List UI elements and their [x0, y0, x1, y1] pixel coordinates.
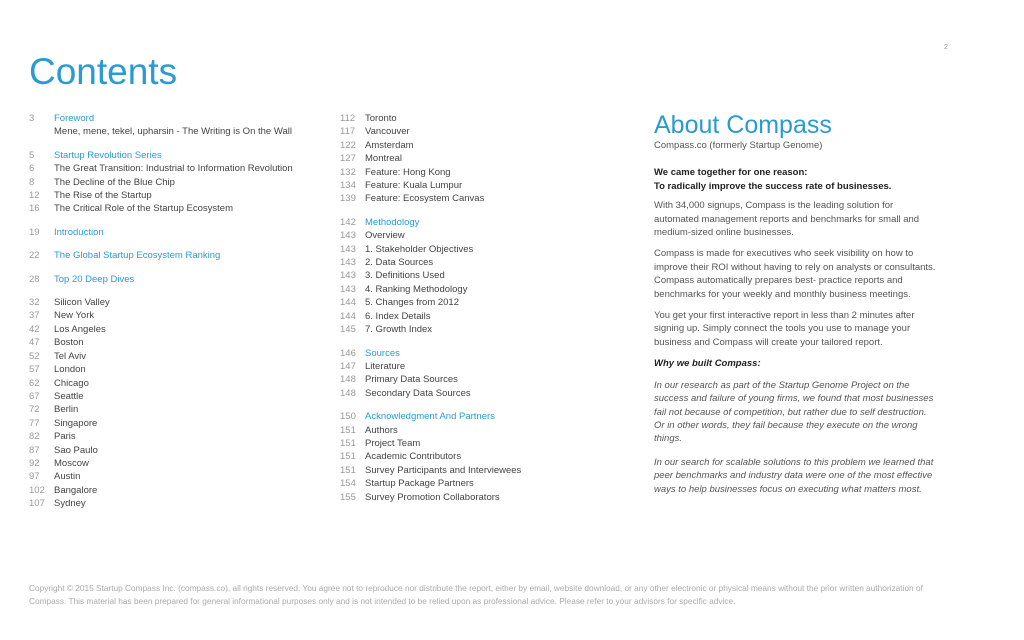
toc-page-number: 117 — [340, 126, 356, 138]
toc-entry-label: Silicon Valley — [54, 297, 110, 309]
toc-page-number: 28 — [29, 273, 40, 285]
toc-section-entry[interactable] — [29, 149, 329, 162]
toc-entry-label: Project Team — [365, 437, 421, 449]
page-number: 2 — [944, 44, 948, 51]
toc-entry-label: Startup Revolution Series — [54, 149, 162, 161]
toc-entry-label: Singapore — [54, 417, 98, 429]
toc-group — [340, 347, 590, 401]
toc-entry-label: Startup Package Partners — [365, 478, 474, 490]
toc-entry[interactable] — [29, 470, 329, 483]
toc-page-number: 32 — [29, 297, 40, 309]
toc-entry-label: Top 20 Deep Dives — [54, 273, 135, 285]
toc-entry-label: 6. Index Details — [365, 310, 431, 322]
toc-section-entry[interactable] — [29, 273, 329, 286]
toc-page-number: 67 — [29, 390, 40, 402]
toc-entry-label: 2. Data Sources — [365, 257, 434, 269]
about-title: About Compass — [654, 111, 832, 139]
toc-entry-label: Foreword — [54, 113, 95, 124]
toc-entry[interactable] — [29, 189, 329, 202]
toc-entry-label: Chicago — [54, 377, 89, 389]
toc-left-column — [29, 112, 329, 521]
toc-entry-label: Sydney — [54, 498, 86, 510]
toc-entry-label: The Rise of the Startup — [54, 190, 152, 202]
toc-entry-label: 1. Stakeholder Objectives — [365, 243, 474, 255]
toc-entry-label: Los Angeles — [54, 323, 106, 335]
toc-group — [340, 216, 590, 337]
toc-entry[interactable] — [340, 464, 590, 477]
toc-entry[interactable] — [340, 450, 590, 463]
toc-entry-label: Moscow — [54, 457, 89, 469]
toc-page-number: 148 — [340, 387, 356, 399]
toc-entry-label: Feature: Ecosystem Canvas — [365, 193, 485, 205]
page-title: Contents — [29, 51, 178, 92]
about-section — [654, 111, 938, 506]
toc-middle-column — [340, 112, 590, 514]
toc-entry[interactable] — [29, 444, 329, 457]
toc-entry[interactable] — [29, 497, 329, 510]
toc-page-number: 139 — [340, 193, 356, 205]
about-mission-line-1: We came together for one reason: — [654, 167, 808, 179]
toc-entry[interactable] — [340, 373, 590, 386]
toc-entry[interactable] — [340, 360, 590, 373]
toc-entry-label: Secondary Data Sources — [365, 387, 471, 399]
toc-page-number: 151 — [340, 424, 356, 436]
toc-entry-label: Feature: Hong Kong — [365, 166, 451, 178]
about-paragraph-3: You get your first interactive report in less than 2 minutes after signing up. Simply connect the tools you use to manage your business and Compass will create your tailored report. — [654, 310, 915, 348]
toc-page-number: 154 — [340, 478, 356, 490]
toc-entry-label: Seattle — [54, 390, 84, 402]
toc-entry[interactable] — [29, 417, 329, 430]
toc-entry-label: Sao Paulo — [54, 444, 98, 456]
toc-entry-label: Literature — [365, 360, 406, 372]
toc-entry-label: Mene, mene, tekel, upharsin - The Writing is On the Wall — [54, 126, 292, 138]
toc-entry[interactable] — [29, 390, 329, 403]
toc-entry-label: Austin — [54, 471, 81, 483]
toc-entry-label: The Great Transition: Industrial to Information Revolution — [54, 163, 293, 175]
toc-page-number: 3 — [29, 113, 35, 124]
toc-entry[interactable] — [29, 484, 329, 497]
toc-group — [29, 226, 329, 239]
toc-entry-label: Berlin — [54, 404, 79, 416]
toc-page-number: 148 — [340, 374, 356, 386]
toc-entry-label: Acknowledgment And Partners — [365, 411, 495, 423]
toc-page-number: 151 — [340, 437, 356, 449]
toc-entry[interactable] — [29, 430, 329, 443]
toc-section-entry[interactable] — [29, 226, 329, 239]
toc-entry[interactable] — [340, 437, 590, 450]
about-mission — [654, 166, 938, 193]
toc-entry-label: Boston — [54, 337, 84, 349]
toc-page-number: 97 — [29, 471, 40, 483]
toc-group — [29, 273, 329, 286]
toc-page-number: 6 — [29, 163, 35, 175]
toc-page-number: 72 — [29, 404, 40, 416]
toc-entry[interactable] — [29, 377, 329, 390]
toc-entry-label: 3. Definitions Used — [365, 270, 445, 282]
toc-entry[interactable] — [340, 387, 590, 400]
toc-page-number: 147 — [340, 360, 356, 372]
toc-entry-label: Vancouver — [365, 126, 410, 138]
toc-group — [340, 410, 590, 504]
toc-entry[interactable] — [29, 125, 329, 138]
toc-page-number: 134 — [340, 180, 356, 192]
toc-entry[interactable] — [340, 491, 590, 504]
toc-page-number: 42 — [29, 323, 40, 335]
toc-entry[interactable] — [340, 179, 590, 192]
toc-entry-label: Methodology — [365, 216, 420, 228]
toc-entry-label: New York — [54, 310, 95, 322]
toc-entry[interactable] — [340, 166, 590, 179]
toc-page-number: 151 — [340, 464, 356, 476]
toc-entry[interactable] — [340, 192, 590, 205]
about-subtitle: Compass.co (formerly Startup Genome) — [654, 140, 823, 151]
why-paragraph-2: In our search for scalable solutions to this problem we learned that peer benchmarks and industry data were one of the most effective ways to help businesses focus on executing what matters most. — [654, 456, 934, 495]
toc-entry[interactable] — [340, 477, 590, 490]
toc-group — [29, 296, 329, 511]
toc-entry[interactable] — [29, 457, 329, 470]
toc-entry-label: Bangalore — [54, 484, 98, 496]
toc-page-number: 143 — [340, 243, 356, 255]
toc-entry[interactable] — [340, 139, 590, 152]
toc-entry-label: Primary Data Sources — [365, 374, 458, 386]
toc-section-entry[interactable] — [29, 249, 329, 262]
toc-page-number: 82 — [29, 431, 40, 443]
toc-page-number: 8 — [29, 176, 35, 188]
toc-page-number: 112 — [340, 113, 356, 124]
toc-entry-label: Paris — [54, 431, 76, 443]
toc-entry[interactable] — [340, 229, 590, 242]
toc-entry[interactable] — [340, 323, 590, 336]
toc-group — [29, 249, 329, 262]
toc-page-number: 5 — [29, 149, 35, 161]
toc-page-number: 146 — [340, 347, 356, 359]
toc-entry-label: Introduction — [54, 226, 104, 238]
toc-group — [29, 112, 329, 139]
toc-page-number: 143 — [340, 283, 356, 295]
toc-page-number: 144 — [340, 297, 356, 309]
toc-entry-label: Survey Participants and Interviewees — [365, 464, 522, 476]
toc-page-number: 16 — [29, 203, 40, 215]
about-mission-line-2: To radically improve the success rate of businesses. — [654, 180, 892, 192]
toc-entry[interactable] — [340, 152, 590, 165]
toc-entry[interactable] — [29, 323, 329, 336]
toc-group — [340, 112, 590, 206]
toc-entry[interactable] — [340, 269, 590, 282]
toc-entry[interactable] — [29, 403, 329, 416]
toc-page-number: 142 — [340, 216, 356, 228]
toc-entry-label: Tel Aviv — [54, 350, 87, 362]
toc-page-number: 47 — [29, 337, 40, 349]
toc-page-number: 62 — [29, 377, 40, 389]
toc-entry-label: The Decline of the Blue Chip — [54, 176, 175, 188]
toc-page-number: 22 — [29, 250, 40, 262]
toc-section-entry[interactable] — [340, 216, 590, 229]
toc-entry[interactable] — [340, 310, 590, 323]
toc-page-number: 87 — [29, 444, 40, 456]
toc-page-number: 19 — [29, 226, 40, 238]
toc-entry[interactable] — [340, 424, 590, 437]
toc-page-number: 107 — [29, 498, 45, 510]
toc-entry-label: The Global Startup Ecosystem Ranking — [54, 250, 221, 262]
toc-section-entry[interactable] — [340, 347, 590, 360]
toc-entry-label: Sources — [365, 347, 400, 359]
toc-entry-label: Amsterdam — [365, 139, 414, 151]
toc-entry[interactable] — [29, 176, 329, 189]
toc-page-number — [29, 125, 54, 138]
toc-entry-label: Feature: Kuala Lumpur — [365, 180, 463, 192]
toc-entry[interactable] — [340, 112, 590, 125]
toc-page-number: 102 — [29, 484, 45, 496]
toc-entry[interactable] — [29, 363, 329, 376]
toc-page-number: 132 — [340, 166, 356, 178]
toc-page-number: 12 — [29, 190, 40, 202]
toc-entry[interactable] — [340, 243, 590, 256]
toc-entry-label: 4. Ranking Methodology — [365, 283, 468, 295]
about-paragraph-1: With 34,000 signups, Compass is the leading solution for automated management reports and benchmarks for small and medium-sized online businesses. — [654, 200, 920, 239]
toc-entry[interactable] — [29, 202, 329, 215]
toc-page-number: 127 — [340, 153, 356, 165]
toc-entry[interactable] — [29, 309, 329, 322]
toc-entry-label: Overview — [365, 230, 405, 242]
toc-page-number: 145 — [340, 324, 356, 336]
toc-entry-label: 7. Growth Index — [365, 324, 433, 336]
toc-page-number: 122 — [340, 139, 356, 151]
toc-entry[interactable] — [29, 296, 329, 309]
why-heading: Why we built Compass: — [654, 358, 761, 370]
toc-section-entry[interactable] — [29, 112, 329, 125]
toc-entry-label: Toronto — [365, 113, 397, 124]
toc-entry[interactable] — [340, 296, 590, 309]
toc-entry[interactable] — [340, 256, 590, 269]
toc-entry-label: London — [54, 364, 86, 376]
toc-entry[interactable] — [340, 125, 590, 138]
why-paragraph-1: In our research as part of the Startup Genome Project on the success and failure of young firms, we found that most businesses fail not because of competition, but rather due to self destruction. Or in other words, they fail because they execute on the wrong things. — [654, 379, 934, 445]
toc-page-number: 52 — [29, 350, 40, 362]
toc-section-entry[interactable] — [340, 410, 590, 423]
about-paragraph-2: Compass is made for executives who seek visibility on how to improve their ROI without having to rely on analysts or consultants. Compass automatically prepares best- practice reports and benchmarks for your weekly and monthly business meetings. — [654, 248, 936, 300]
toc-entry-label: Authors — [365, 424, 398, 436]
toc-entry-label: 5. Changes from 2012 — [365, 297, 460, 309]
toc-page-number: 144 — [340, 310, 356, 322]
toc-entry[interactable] — [340, 283, 590, 296]
toc-entry[interactable] — [29, 350, 329, 363]
toc-page-number: 155 — [340, 491, 356, 503]
toc-page-number: 57 — [29, 364, 40, 376]
toc-entry-label: Academic Contributors — [365, 451, 462, 463]
toc-page-number: 150 — [340, 411, 356, 423]
toc-page-number: 92 — [29, 457, 40, 469]
toc-page-number: 143 — [340, 230, 356, 242]
toc-entry-label: The Critical Role of the Startup Ecosystem — [54, 203, 233, 215]
toc-page-number: 143 — [340, 257, 356, 269]
toc-page-number: 143 — [340, 270, 356, 282]
toc-group — [29, 149, 329, 216]
toc-entry[interactable] — [29, 336, 329, 349]
toc-page-number: 151 — [340, 451, 356, 463]
toc-entry-label: Survey Promotion Collaborators — [365, 491, 500, 503]
toc-page-number: 77 — [29, 417, 40, 429]
toc-entry[interactable] — [29, 162, 329, 175]
copyright-footer: Copyright © 2015 Startup Compass Inc. (compass.co), all rights reserved. You agree not to reproduce nor distribute the report, either by email, website download, or any other electronic or physical means without the prior written authorization of Compass. This material has been prepared for general informational purposes only and is not intended to be relied upon as professional advice. Please refer to your advisors for specific advice. — [29, 583, 923, 606]
toc-page-number: 37 — [29, 310, 40, 322]
toc-entry-label: Montreal — [365, 153, 402, 165]
